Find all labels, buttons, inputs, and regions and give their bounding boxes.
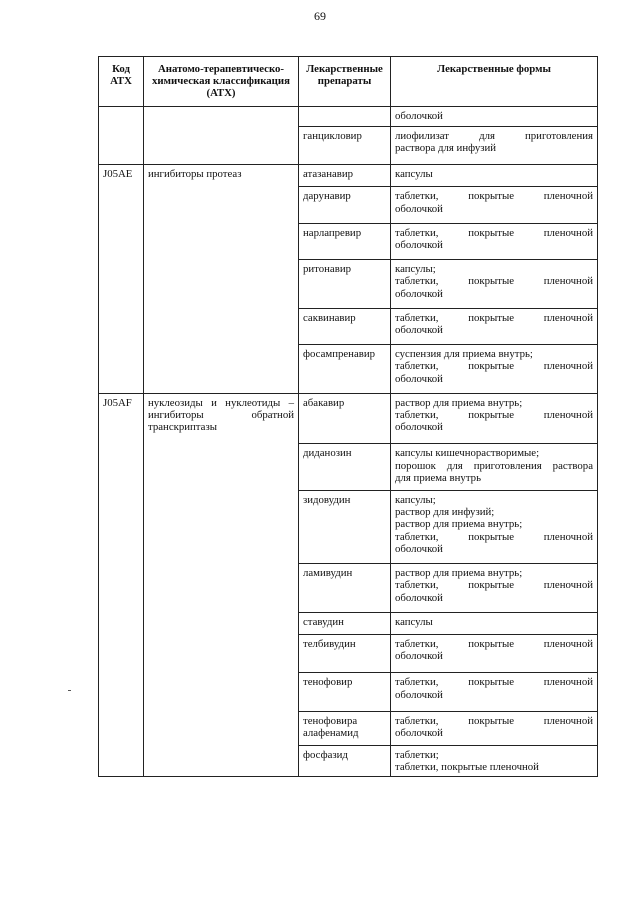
atc-code-cell: J05AF	[99, 393, 144, 776]
dosage-form-line: оболочкой	[395, 239, 443, 252]
dosage-forms-cell	[391, 564, 598, 613]
drug-name-cell: телбивудин	[299, 634, 391, 672]
dosage-form-line: оболочкой	[395, 726, 443, 739]
dosage-form-line: раствор для приема внутрь;	[395, 518, 523, 531]
dosage-form-line: оболочкой	[395, 202, 443, 215]
dosage-form-line: таблетки, покрытые пленочной	[395, 409, 593, 422]
dosage-form-line: оболочкой	[395, 109, 443, 122]
dosage-forms-cell	[391, 260, 598, 309]
drug-name-cell: диданозин	[299, 444, 391, 491]
dosage-forms-cell	[391, 634, 598, 672]
drug-name-cell: ставудин	[299, 612, 391, 634]
dosage-forms-cell	[391, 126, 598, 164]
drug-name-cell: ганцикловир	[299, 126, 391, 164]
dosage-form-line: раствор для инфузий;	[395, 506, 495, 519]
dosage-form-line: капсулы	[395, 615, 433, 628]
drug-table	[98, 56, 598, 777]
drug-name-cell: дарунавир	[299, 187, 391, 223]
dosage-form-line: таблетки, покрытые пленочной	[395, 761, 539, 774]
header-code: Код АТХ	[99, 57, 144, 107]
drug-name-cell: атазанавир	[299, 165, 391, 187]
dosage-form-line: таблетки, покрытые пленочной	[395, 530, 593, 543]
dosage-form-line: капсулы	[395, 168, 433, 181]
dosage-form-line: оболочкой	[395, 650, 443, 663]
table-row	[99, 165, 598, 187]
atc-class-cell: ингибиторы протеаз	[144, 165, 299, 394]
dosage-form-line: оболочкой	[395, 372, 443, 385]
dosage-form-line: оболочкой	[395, 287, 443, 300]
drug-name-cell: нарлапревир	[299, 223, 391, 259]
dosage-form-line: оболочкой	[395, 542, 443, 555]
atc-class-cell: нуклеозиды и нуклеотиды – ингибиторы обратной транскриптазы	[144, 393, 299, 776]
dosage-form-line: таблетки, покрытые пленочной	[395, 360, 593, 373]
dosage-forms-cell	[391, 393, 598, 444]
dosage-form-line: капсулы кишечнорастворимые;	[395, 447, 540, 460]
dosage-form-line: для приема внутрь	[395, 471, 481, 484]
dosage-forms-cell	[391, 491, 598, 564]
dosage-form-line: таблетки, покрытые пленочной	[395, 676, 593, 689]
dosage-form-line: порошок для приготовления раствора	[395, 459, 593, 472]
table-body	[99, 106, 598, 776]
header-forms: Лекарственные формы	[391, 57, 598, 107]
dosage-form-line: раствор для приема внутрь;	[395, 567, 523, 580]
dosage-forms-cell	[391, 308, 598, 344]
dosage-forms-cell	[391, 444, 598, 491]
dosage-form-line: капсулы;	[395, 263, 436, 276]
dosage-form-line: оболочкой	[395, 324, 443, 337]
dosage-forms-cell	[391, 673, 598, 711]
dosage-form-line: таблетки, покрытые пленочной	[395, 637, 593, 650]
dosage-forms-cell	[391, 612, 598, 634]
atc-code-cell	[99, 106, 144, 165]
header-class: Анатомо-терапевтическо-химическая классификация (АТХ)	[144, 57, 299, 107]
dosage-form-line: таблетки, покрытые пленочной	[395, 226, 593, 239]
margin-mark	[68, 690, 71, 691]
dosage-form-line: таблетки, покрытые пленочной	[395, 311, 593, 324]
drug-name-cell: зидовудин	[299, 491, 391, 564]
drug-name-cell: абакавир	[299, 393, 391, 444]
table-row	[99, 393, 598, 444]
dosage-form-line: таблетки, покрытые пленочной	[395, 579, 593, 592]
dosage-form-line: капсулы;	[395, 494, 436, 507]
drug-name-cell: ритонавир	[299, 260, 391, 309]
table-row	[99, 106, 598, 126]
drug-name-cell: саквинавир	[299, 308, 391, 344]
dosage-form-line: таблетки, покрытые пленочной	[395, 190, 593, 203]
atc-code-cell: J05AE	[99, 165, 144, 394]
dosage-forms-cell	[391, 106, 598, 126]
drug-name-cell: ламивудин	[299, 564, 391, 613]
dosage-form-line: оболочкой	[395, 591, 443, 604]
page-number: 69	[314, 9, 326, 23]
dosage-form-line: оболочкой	[395, 688, 443, 701]
dosage-form-line: таблетки;	[395, 749, 439, 762]
table-header-row	[99, 57, 598, 107]
dosage-forms-cell	[391, 711, 598, 745]
dosage-forms-cell	[391, 187, 598, 223]
atc-class-cell	[144, 106, 299, 165]
dosage-forms-cell	[391, 223, 598, 259]
dosage-form-line: суспензия для приема внутрь;	[395, 348, 533, 361]
drug-name-cell: тенофовира алафенамид	[299, 711, 391, 745]
drug-name-cell: фосампренавир	[299, 345, 391, 394]
dosage-form-line: таблетки, покрытые пленочной	[395, 714, 593, 727]
dosage-form-line: раствор для приема внутрь;	[395, 396, 523, 409]
dosage-forms-cell	[391, 345, 598, 394]
dosage-form-line: оболочкой	[395, 421, 443, 434]
dosage-forms-cell	[391, 165, 598, 187]
drug-name-cell: тенофовир	[299, 673, 391, 711]
dosage-forms-cell	[391, 746, 598, 776]
dosage-form-line: раствора для инфузий	[395, 142, 497, 155]
header-drugs: Лекарственные препараты	[299, 57, 391, 107]
dosage-form-line: лиофилизат для приготовления	[395, 129, 593, 142]
drug-name-cell: фосфазид	[299, 746, 391, 776]
dosage-form-line: таблетки, покрытые пленочной	[395, 275, 593, 288]
drug-name-cell	[299, 106, 391, 126]
